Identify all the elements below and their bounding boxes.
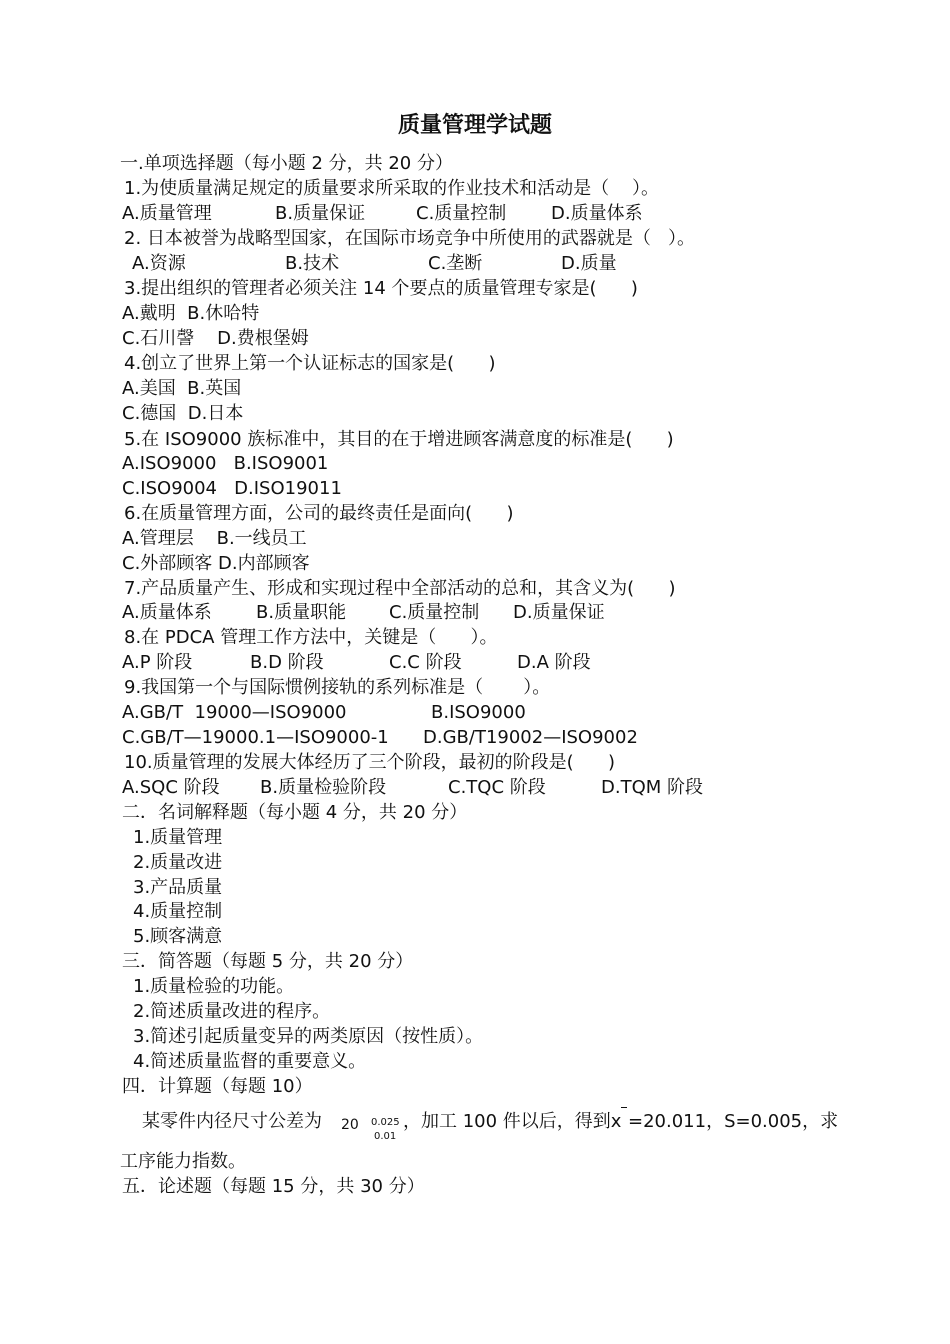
section-5-heading: 五．论述题（每题 15 分，共 30 分） — [122, 1176, 425, 1197]
q2-option-d: D.质量 — [561, 253, 617, 274]
q1-option-a: A.质量管理 — [122, 203, 212, 224]
section-1-heading: 一.单项选择题（每小题 2 分，共 20 分） — [120, 153, 453, 174]
q1-option-d: D.质量体系 — [551, 203, 643, 224]
question-3: 3.提出组织的管理者必须关注 14 个要点的质量管理专家是( ) — [124, 278, 638, 299]
calc-problem-middle: ，加工 100 件以后，得到x — [403, 1111, 622, 1132]
q3-options-line-2: C.石川謦 D.费根堡姆 — [122, 328, 309, 349]
term-item: 1.质量管理 — [133, 827, 223, 848]
section-2-heading: 二．名词解释题（每小题 4 分，共 20 分） — [122, 802, 468, 823]
q8-option-b: B.D 阶段 — [250, 652, 324, 673]
term-item: 3.产品质量 — [133, 877, 223, 898]
q7-option-a: A.质量体系 — [122, 602, 212, 623]
question-5: 5.在 ISO9000 族标准中，其目的在于增进顾客满意度的标准是( ) — [124, 429, 674, 450]
question-4: 4.创立了世界上第一个认证标志的国家是( ) — [124, 353, 496, 374]
question-1: 1.为使质量满足规定的质量要求所采取的作业技术和活动是（ ）。 — [124, 178, 660, 199]
q10-option-c: C.TQC 阶段 — [448, 777, 546, 798]
q10-option-b: B.质量检验阶段 — [260, 777, 387, 798]
q9-option-b: B.ISO9000 — [431, 702, 526, 723]
q5-options-line-1: A.ISO9000 B.ISO9001 — [122, 453, 329, 474]
short-answer-item: 1.质量检验的功能。 — [133, 976, 295, 997]
short-answer-item: 3.简述引起质量变异的两类原因（按性质）。 — [133, 1026, 484, 1047]
section-3-heading: 三．简答题（每题 5 分，共 20 分） — [122, 951, 414, 972]
q4-options-line-1: A.美国 B.英国 — [122, 378, 242, 399]
short-answer-item: 2.简述质量改进的程序。 — [133, 1001, 331, 1022]
tolerance-nominal: 20 — [341, 1117, 359, 1133]
q8-option-c: C.C 阶段 — [389, 652, 462, 673]
term-item: 5.顾客满意 — [133, 926, 223, 947]
q9-option-c: C.GB/T—19000.1—ISO9000-1 — [122, 727, 389, 748]
question-7: 7.产品质量产生、形成和实现过程中全部活动的总和，其含义为( ) — [124, 578, 676, 599]
term-item: 2.质量改进 — [133, 852, 223, 873]
calc-problem-prefix: 某零件内径尺寸公差为 — [142, 1111, 322, 1132]
q9-option-a: A.GB/T 19000—ISO9000 — [122, 702, 347, 723]
q1-option-c: C.质量控制 — [416, 203, 507, 224]
short-answer-item: 4.简述质量监督的重要意义。 — [133, 1051, 367, 1072]
q8-option-d: D.A 阶段 — [517, 652, 591, 673]
q7-option-d: D.质量保证 — [513, 602, 605, 623]
q5-options-line-2: C.ISO9004 D.ISO19011 — [122, 478, 342, 499]
term-item: 4.质量控制 — [133, 901, 223, 922]
q6-options-line-2: C.外部顾客 D.内部顾客 — [122, 553, 310, 574]
question-2: 2. 日本被誉为战略型国家，在国际市场竞争中所使用的武器就是（ ）。 — [124, 228, 696, 249]
q2-option-a: A.资源 — [132, 253, 186, 274]
mean-bar-symbol — [621, 1107, 627, 1108]
q2-option-b: B.技术 — [285, 253, 340, 274]
q7-option-b: B.质量职能 — [256, 602, 347, 623]
q4-options-line-2: C.德国 D.日本 — [122, 403, 244, 424]
q10-option-d: D.TQM 阶段 — [601, 777, 703, 798]
q8-option-a: A.P 阶段 — [122, 652, 193, 673]
q6-options-line-1: A.管理层 B.一线员工 — [122, 528, 307, 549]
q7-option-c: C.质量控制 — [389, 602, 480, 623]
q10-option-a: A.SQC 阶段 — [122, 777, 220, 798]
tolerance-lower: 0.01 — [374, 1131, 397, 1142]
question-10: 10.质量管理的发展大体经历了三个阶段，最初的阶段是( ) — [124, 752, 615, 773]
page-title: 质量管理学试题 — [397, 113, 552, 138]
question-9: 9.我国第一个与国际惯例接轨的系列标准是（ ）。 — [124, 677, 551, 698]
calc-problem-suffix: =20.011，S=0.005，求 — [628, 1111, 839, 1132]
question-6: 6.在质量管理方面，公司的最终责任是面向( ) — [124, 503, 514, 524]
question-8: 8.在 PDCA 管理工作方法中，关键是（ ）。 — [124, 627, 498, 648]
calc-problem-continuation: 工序能力指数。 — [120, 1151, 246, 1172]
q2-option-c: C.垄断 — [428, 253, 483, 274]
q3-options-line-1: A.戴明 B.休哈特 — [122, 303, 260, 324]
section-4-heading: 四．计算题（每题 10） — [122, 1076, 313, 1097]
q1-option-b: B.质量保证 — [275, 203, 366, 224]
tolerance-upper: 0.025 — [371, 1117, 400, 1128]
q9-option-d: D.GB/T19002—ISO9002 — [423, 727, 638, 748]
